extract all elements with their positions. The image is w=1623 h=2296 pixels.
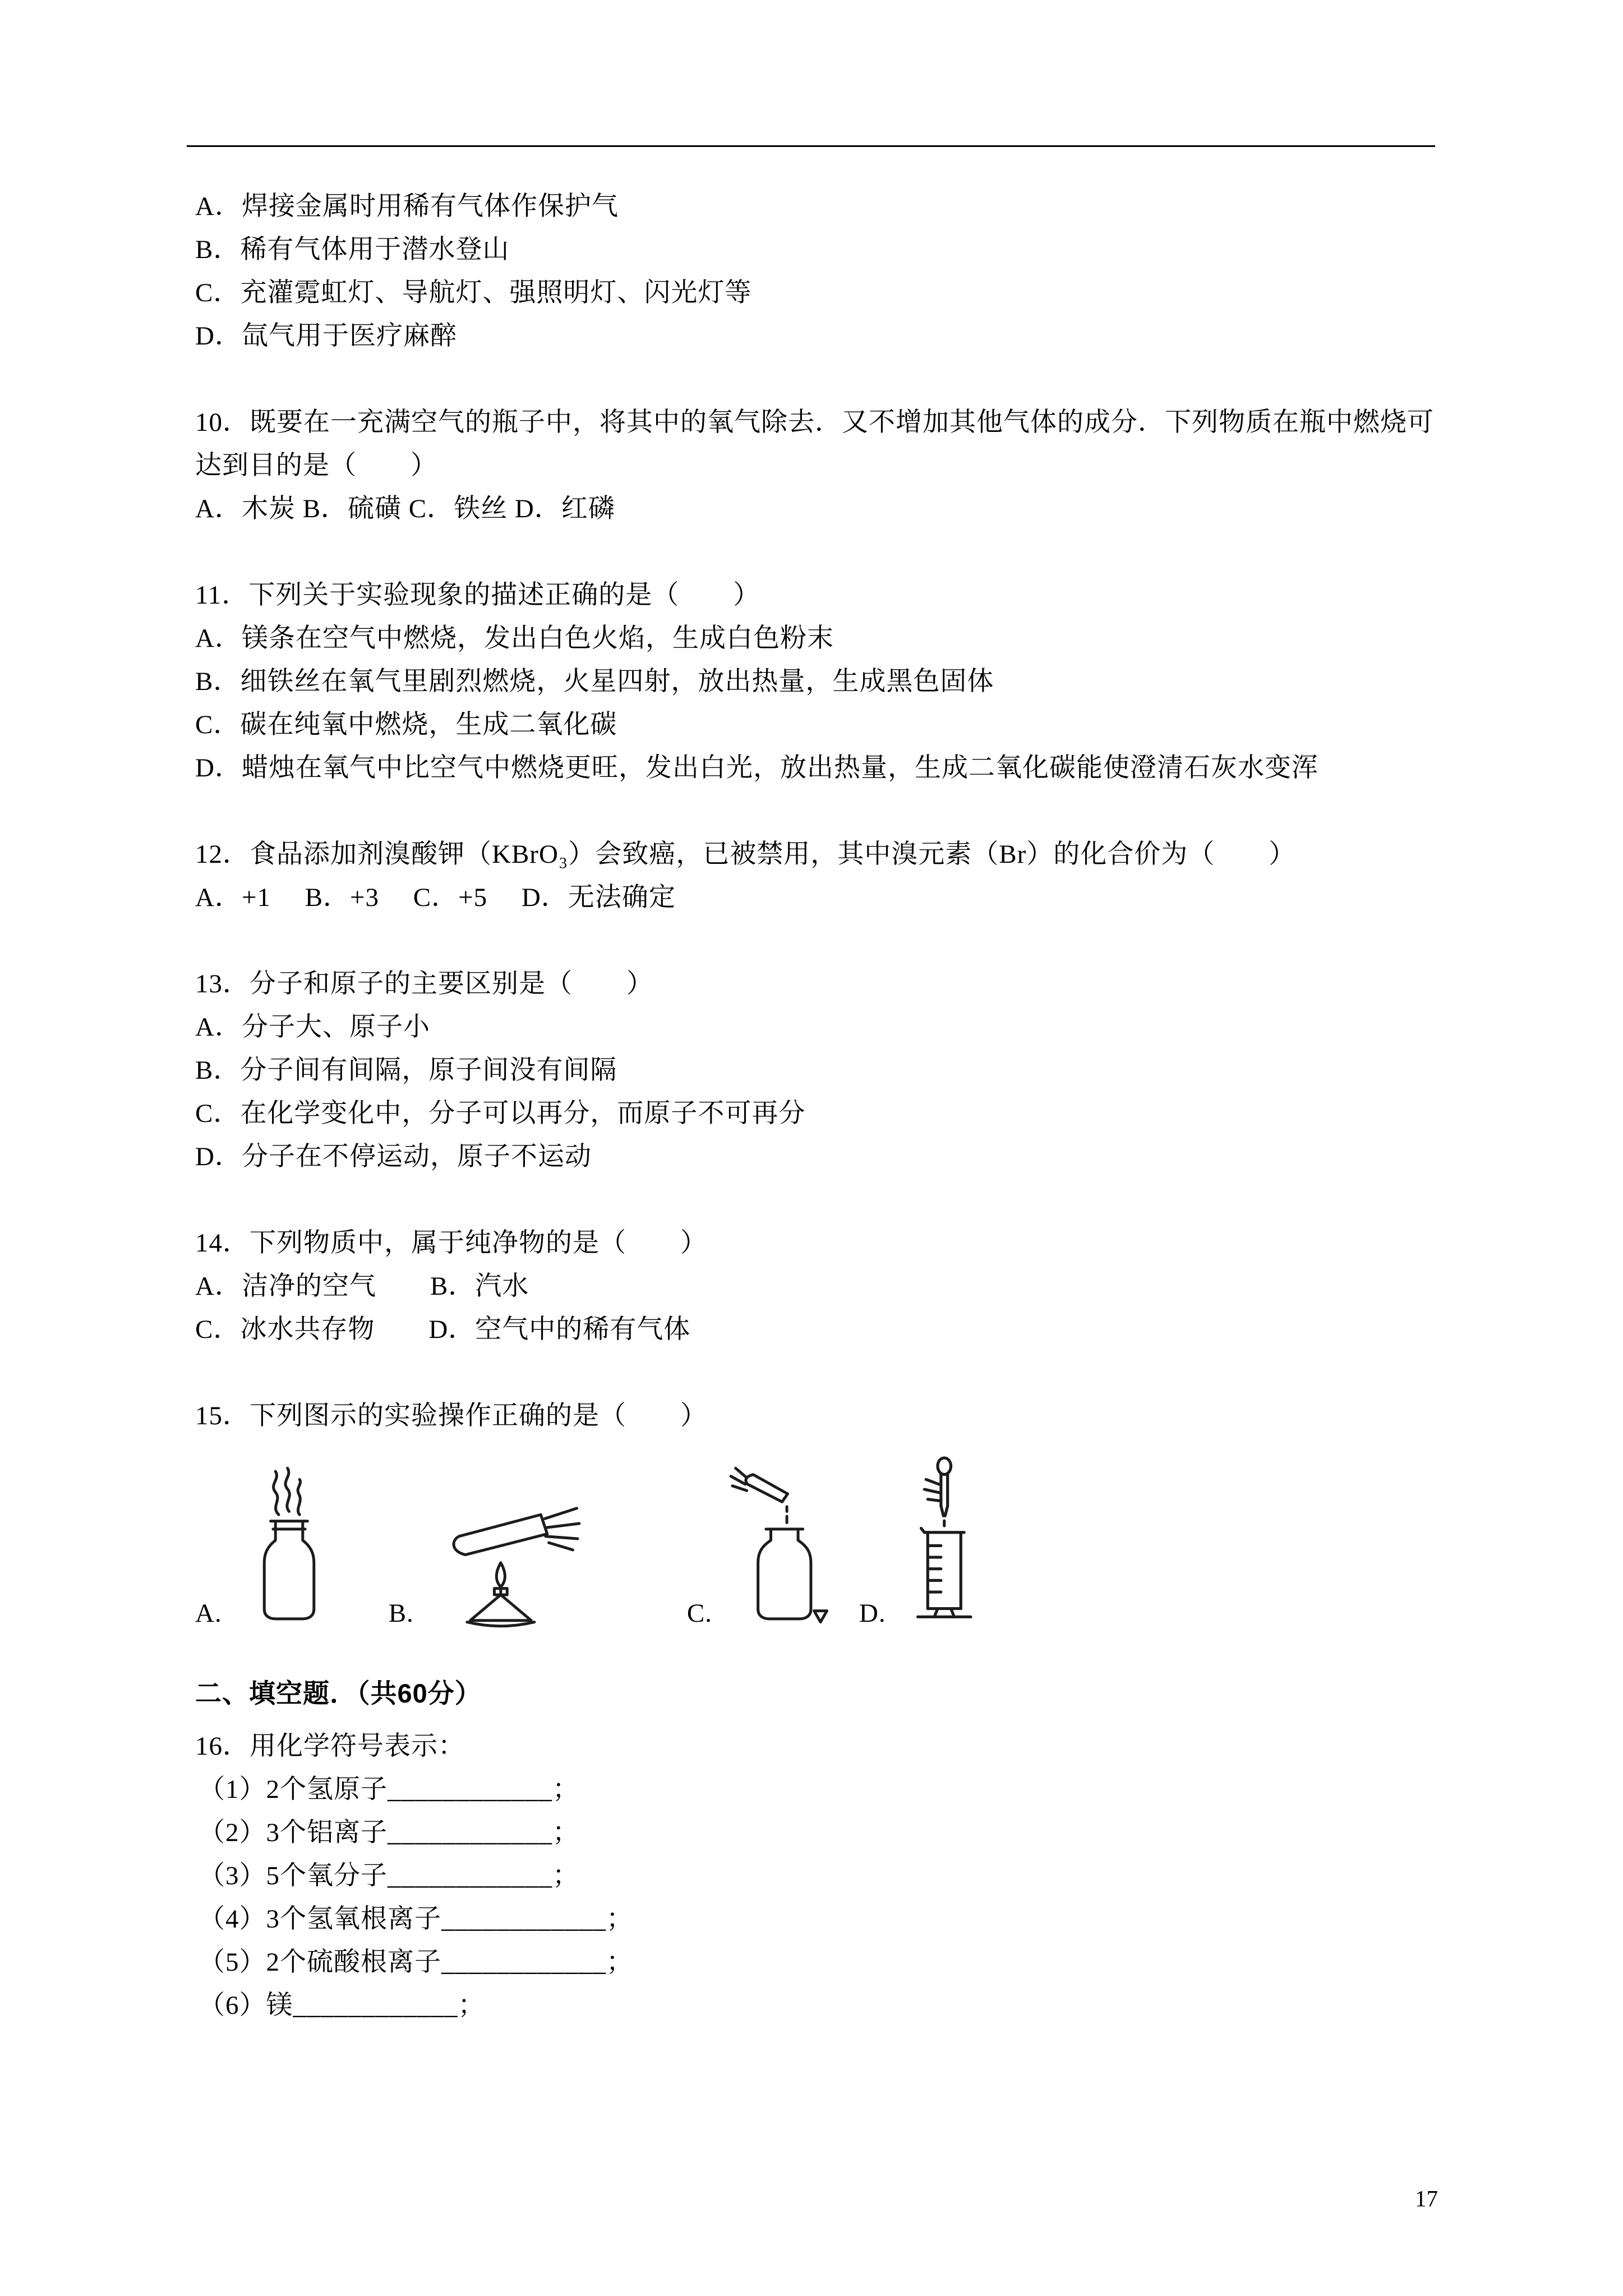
question-15-figures [195, 1455, 1440, 1628]
question-12 [195, 833, 1440, 919]
content-area [195, 185, 1440, 2070]
fill-blank-item: （2）3个铝离子____________； [199, 1818, 579, 1847]
figure-option-d [859, 1455, 997, 1628]
fill-blank-item: （3）5个氧分子____________； [199, 1861, 579, 1890]
question-option: D．分子在不停运动，原子不运动 [195, 1142, 592, 1171]
question-option: C．充灌霓虹灯、导航灯、强照明灯、闪光灯等 [195, 278, 752, 307]
fill-blank-item: （1）2个氢原子____________； [199, 1775, 579, 1804]
question-stem: 10．既要在一充满空气的瓶子中，将其中的氧气除去．又不增加其他气体的成分．下列物质在瓶中燃烧可达到目的是（ ） [195, 408, 1434, 480]
question-option: C．在化学变化中，分子可以再分，而原子不可再分 [195, 1099, 806, 1128]
question-stem: 16．用化学符号表示： [195, 1732, 465, 1761]
fill-blank-item: （5）2个硫酸根离子____________； [199, 1948, 633, 1977]
question-option: D．氙气用于医疗麻醉 [195, 321, 457, 351]
question-option: B．分子间有间隔，原子间没有间隔 [195, 1056, 617, 1085]
header-rule [187, 145, 1435, 147]
section-2-title: 二、填空题．（共60分） [195, 1678, 482, 1708]
question-10 [195, 401, 1440, 531]
question-stem: 13．分子和原子的主要区别是（ ） [195, 969, 653, 999]
question-stem: 11．下列关于实验现象的描述正确的是（ ） [195, 581, 760, 610]
figure-label: B. [388, 1599, 414, 1628]
question-options-row: A．+1 B．+3 C．+5 D．无法确定 [195, 883, 676, 912]
figure-label: C. [686, 1599, 712, 1628]
question-14 [195, 1222, 1440, 1351]
question-options-row: A．木炭 B．硫磺 C．铁丝 D．红磷 [195, 494, 615, 523]
question-16 [195, 1725, 1440, 2027]
heat-test-tube-sketch [421, 1460, 589, 1628]
page-number: 17 [1415, 2185, 1438, 2211]
pour-liquid-sketch [719, 1460, 828, 1628]
question-9-options [195, 185, 1440, 358]
question-options-row: A．洁净的空气 B．汽水 [195, 1272, 529, 1301]
question-stem: 15．下列图示的实验操作正确的是（ ） [195, 1401, 707, 1430]
question-13 [195, 963, 1440, 1179]
figure-option-a [195, 1460, 349, 1628]
figure-option-c [687, 1460, 828, 1628]
figure-label: D. [859, 1599, 886, 1628]
question-11 [195, 574, 1440, 790]
figure-option-b [389, 1460, 589, 1628]
question-stem: 12．食品添加剂溴酸钾（KBrO₃）会致癌，已被禁用，其中溴元素（Br）的化合价为（ ） [195, 840, 1296, 869]
question-15 [195, 1395, 1440, 1628]
question-option: A．焊接金属时用稀有气体作保护气 [195, 192, 619, 221]
question-stem: 14．下列物质中，属于纯净物的是（ ） [195, 1228, 707, 1258]
dropper-cylinder-sketch [893, 1455, 997, 1628]
question-option: B．细铁丝在氧气里剧烈燃烧，火星四射，放出热量，生成黑色固体 [195, 667, 994, 696]
fill-blank-item: （4）3个氢氧根离子____________； [199, 1904, 633, 1934]
question-options-row: C．冰水共存物 D．空气中的稀有气体 [195, 1315, 691, 1344]
fill-blank-item: （6）镁____________； [199, 1991, 485, 2020]
smell-gas-sketch [229, 1460, 349, 1628]
figure-label: A. [195, 1599, 222, 1628]
question-option: C．碳在纯氧中燃烧，生成二氧化碳 [195, 710, 617, 739]
question-option: B．稀有气体用于潜水登山 [195, 235, 510, 264]
question-option: A．镁条在空气中燃烧，发出白色火焰，生成白色粉末 [195, 624, 834, 653]
question-option: A．分子大、原子小 [195, 1013, 430, 1042]
question-option: D．蜡烛在氧气中比空气中燃烧更旺，发出白光，放出热量，生成二氧化碳能使澄清石灰水变浑 [195, 753, 1318, 783]
